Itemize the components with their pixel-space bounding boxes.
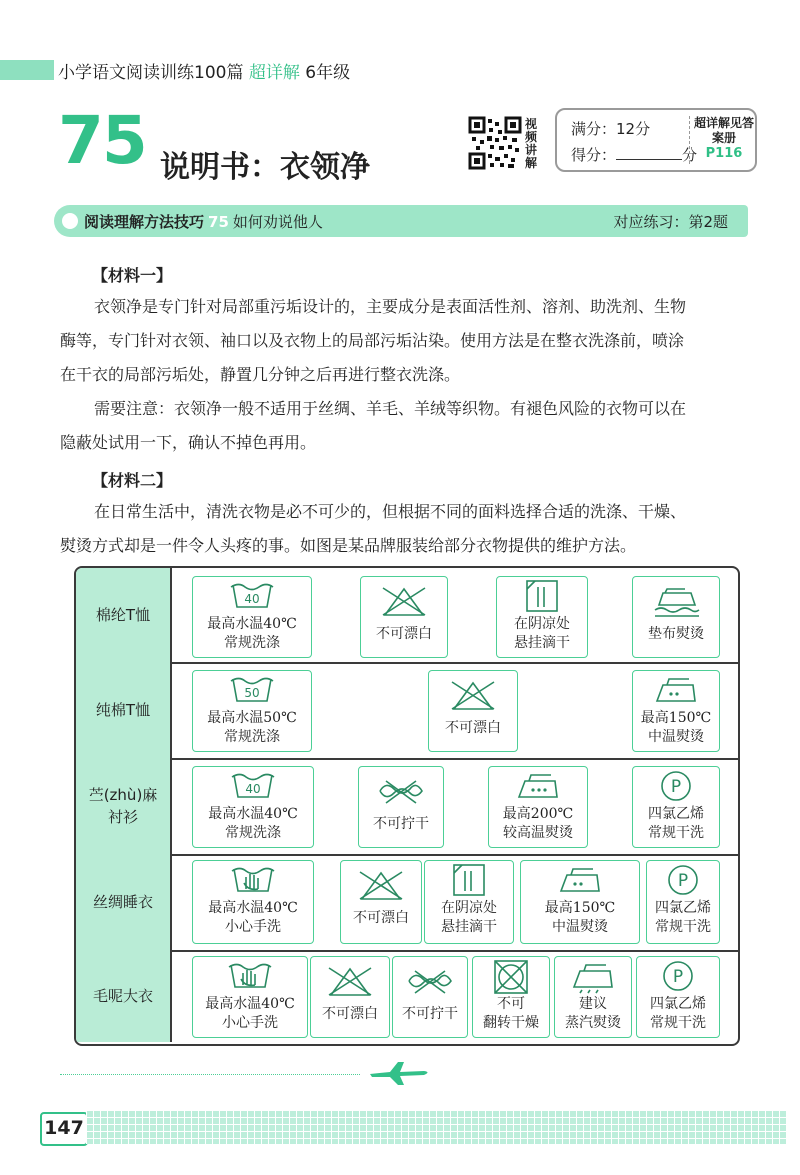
answer-page: P116 xyxy=(705,146,743,161)
care-symbol-cell xyxy=(360,576,448,658)
material-two-paragraph xyxy=(60,495,760,563)
care-instruction-text: 最高水温40℃ 常规洗涤 xyxy=(208,806,298,841)
iron-150-icon xyxy=(651,673,701,709)
garment-name: 苎(zhù)麻 衬衫 xyxy=(76,758,172,854)
no-bleach-icon xyxy=(325,965,375,1001)
no-bleach-icon xyxy=(379,585,429,621)
care-symbol-cell xyxy=(424,860,514,944)
wash-40-icon xyxy=(227,579,277,615)
care-instruction-text: 不可 翻转干燥 xyxy=(483,996,539,1031)
edition-label: 超详解 xyxy=(248,63,300,83)
score-label: 得分： xyxy=(571,146,617,164)
care-symbol-cell xyxy=(192,576,312,658)
full-score: 满分：12分 xyxy=(571,120,651,138)
garment-name: 棉纶T恤 xyxy=(76,568,172,662)
method-number: 75 xyxy=(208,213,229,231)
text-line: 酶等，专门针对衣领、袖口以及衣物上的局部污垢沾染。使用方法是在整衣洗涤前，喷涂 xyxy=(60,331,685,350)
care-row xyxy=(76,950,738,1042)
svg-text:P: P xyxy=(677,871,689,891)
care-symbol-cell xyxy=(392,956,468,1038)
care-symbol-cell xyxy=(520,860,640,944)
score-line xyxy=(571,144,697,165)
no-bleach-icon xyxy=(356,869,406,905)
score-box xyxy=(555,108,757,172)
care-row xyxy=(76,758,738,856)
care-instruction-text: 建议 蒸汽熨烫 xyxy=(565,996,621,1031)
svg-text:P: P xyxy=(670,777,682,797)
care-instruction-text: 不可漂白 xyxy=(445,720,501,736)
care-symbol-cell xyxy=(636,956,720,1038)
text-line: 在干衣的局部污垢处，静置几分钟之后再进行整衣洗涤。 xyxy=(60,365,461,384)
care-instruction-text: 最高150℃ 中温熨烫 xyxy=(640,710,712,745)
care-instruction-text: 不可拧干 xyxy=(402,1006,458,1022)
no-tumble-dry-icon xyxy=(486,959,536,995)
care-symbol-cell xyxy=(192,860,314,944)
answer-reference xyxy=(694,116,754,161)
no-bleach-icon xyxy=(448,679,498,715)
drip-dry-shade-icon xyxy=(444,863,494,899)
material-one-heading: 【材料一】 xyxy=(92,266,173,285)
score-blank[interactable] xyxy=(616,145,682,160)
garment-name: 丝绸睡衣 xyxy=(76,854,172,950)
care-symbol-cell xyxy=(646,860,720,944)
care-instruction-text: 不可漂白 xyxy=(353,910,409,926)
series-name: 小学语文阅读训练100篇 xyxy=(58,63,244,83)
care-symbol-cell xyxy=(632,766,720,848)
text-line: 隐蔽处试用一下，确认不掉色再用。 xyxy=(60,433,317,452)
method-topic: 如何劝说他人 xyxy=(232,213,323,231)
care-symbol-cell xyxy=(192,766,314,848)
grade-label: 6年级 xyxy=(305,63,351,83)
care-instruction-text: 不可漂白 xyxy=(322,1006,378,1022)
care-row xyxy=(76,854,738,952)
lesson-number: 75 xyxy=(58,102,146,179)
method-tip-text xyxy=(84,211,323,232)
garment-name: 毛呢大衣 xyxy=(76,950,172,1042)
care-instruction-text: 最高水温50℃ 常规洗涤 xyxy=(207,710,297,745)
drip-dry-shade-icon xyxy=(517,579,567,615)
material-two-heading: 【材料二】 xyxy=(92,471,173,490)
care-symbol-cell xyxy=(428,670,518,752)
hand-wash-icon xyxy=(225,959,275,995)
answer-ref-text: 超详解见答案册 xyxy=(694,116,755,145)
text-line: 在日常生活中，清洗衣物是必不可少的，但根据不同的面料选择合适的洗涤、干燥、 xyxy=(94,502,687,521)
care-row xyxy=(76,662,738,760)
care-instruction-text: 不可拧干 xyxy=(373,816,429,832)
bullet-dot-icon xyxy=(62,213,78,229)
svg-text:50: 50 xyxy=(244,686,260,700)
material-one-paragraph-1 xyxy=(60,290,760,392)
method-label: 阅读理解方法技巧 xyxy=(84,213,205,231)
dry-clean-p-icon xyxy=(651,769,701,805)
care-symbol-cell xyxy=(472,956,550,1038)
book-series-title xyxy=(58,58,350,83)
care-instruction-text: 不可漂白 xyxy=(376,626,432,642)
iron-150-icon xyxy=(555,863,605,899)
text-line: 衣领净是专门针对局部重污垢设计的，主要成分是表面活性剂、溶剂、助洗剂、生物 xyxy=(94,297,687,316)
care-symbol-cell xyxy=(632,576,720,658)
care-instruction-text: 四氯乙烯 常规干洗 xyxy=(648,806,704,841)
footer-pattern-band xyxy=(86,1110,786,1144)
iron-200-icon xyxy=(513,769,563,805)
care-symbol-cell xyxy=(488,766,588,848)
footer-dotted-line xyxy=(60,1074,360,1075)
care-instruction-text: 最高水温40℃ 小心手洗 xyxy=(208,900,298,935)
text-line: 熨烫方式却是一件令人头疼的事。如图是某品牌服装给部分衣物提供的维护方法。 xyxy=(60,536,637,555)
dry-clean-p-icon xyxy=(653,959,703,995)
care-instruction-text: 最高200℃ 较高温熨烫 xyxy=(502,806,574,841)
text-line: 需要注意：衣领净一般不适用于丝绸、羊毛、羊绒等织物。有褪色风险的衣物可以在 xyxy=(94,399,687,418)
garment-name: 纯棉T恤 xyxy=(76,662,172,758)
score-unit: 分 xyxy=(682,146,698,164)
no-wring-icon xyxy=(405,965,455,1001)
care-symbol-cell xyxy=(310,956,390,1038)
care-instructions-table xyxy=(74,566,740,1046)
qr-code-icon[interactable] xyxy=(468,116,522,170)
care-symbol-cell xyxy=(340,860,422,944)
svg-text:P: P xyxy=(672,967,684,987)
practice-reference: 对应练习：第2题 xyxy=(613,213,728,231)
wash-50-icon xyxy=(227,673,277,709)
care-symbol-cell xyxy=(192,956,308,1038)
svg-text:40: 40 xyxy=(245,782,261,796)
iron-cloth-icon xyxy=(651,585,701,621)
airplane-icon xyxy=(368,1060,432,1086)
care-instruction-text: 最高150℃ 中温熨烫 xyxy=(544,900,616,935)
care-row xyxy=(76,568,738,664)
page-number: 147 xyxy=(44,1117,84,1139)
method-tip-bar xyxy=(54,205,748,237)
score-divider xyxy=(689,116,691,164)
care-symbol-cell xyxy=(192,670,312,752)
qr-caption: 视频讲解 xyxy=(525,117,538,170)
care-symbol-cell xyxy=(632,670,720,752)
wash-40-icon xyxy=(228,769,278,805)
care-instruction-text: 四氯乙烯 常规干洗 xyxy=(650,996,706,1031)
hand-wash-icon xyxy=(228,863,278,899)
care-instruction-text: 最高水温40℃ 小心手洗 xyxy=(205,996,295,1031)
material-one-paragraph-2 xyxy=(60,392,760,460)
header-accent-band xyxy=(0,60,54,80)
care-instruction-text: 在阴凉处 悬挂滴干 xyxy=(514,616,570,651)
svg-text:40: 40 xyxy=(244,592,260,606)
care-symbol-cell xyxy=(554,956,632,1038)
steam-iron-icon xyxy=(568,959,618,995)
lesson-title: 说明书：衣领净 xyxy=(160,150,370,185)
no-wring-icon xyxy=(376,775,426,811)
care-symbol-cell xyxy=(358,766,444,848)
care-symbol-cell xyxy=(496,576,588,658)
care-instruction-text: 四氯乙烯 常规干洗 xyxy=(655,900,711,935)
dry-clean-p-icon xyxy=(658,863,708,899)
page-number-tab xyxy=(40,1112,88,1146)
care-instruction-text: 最高水温40℃ 常规洗涤 xyxy=(207,616,297,651)
care-instruction-text: 在阴凉处 悬挂滴干 xyxy=(441,900,497,935)
care-instruction-text: 垫布熨烫 xyxy=(648,626,704,642)
